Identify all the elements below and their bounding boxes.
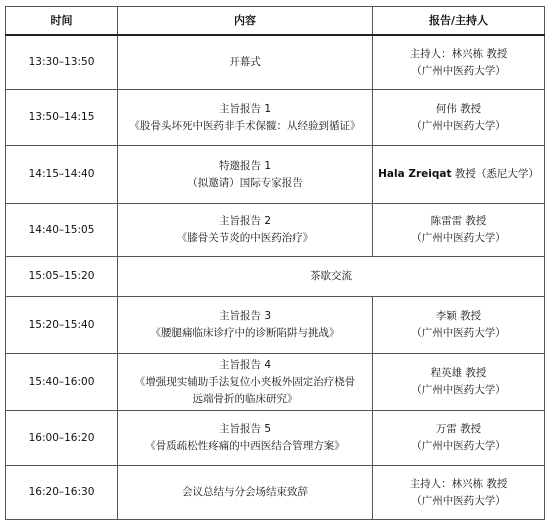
time-cell: 15:20–15:40 xyxy=(6,297,118,354)
content-cell xyxy=(118,204,373,257)
table-row xyxy=(6,90,545,146)
host-affiliation: （广州中医药大学） xyxy=(411,119,506,132)
host-cell xyxy=(373,466,545,520)
session-label: 主旨报告 3 xyxy=(218,310,272,322)
host-name: 李颖 教授 xyxy=(435,310,482,322)
host-affiliation: （广州中医药大学） xyxy=(411,494,506,507)
content-cell xyxy=(118,466,373,520)
content-cell xyxy=(118,90,373,146)
header-content: 内容 xyxy=(118,7,373,36)
host-name: 主持人：林兴栋 教授 xyxy=(409,477,508,490)
time-cell: 14:40–15:05 xyxy=(6,204,118,257)
time-cell: 16:20–16:30 xyxy=(6,466,118,520)
header-time: 时间 xyxy=(6,7,118,36)
table-row xyxy=(6,297,545,354)
host-cell xyxy=(373,146,545,204)
table-row xyxy=(6,257,545,297)
host-affiliation: （广州中医药大学） xyxy=(411,384,506,396)
time-cell: 15:40–16:00 xyxy=(6,354,118,411)
session-title: 《腰腿痛临床诊疗中的诊断陷阱与挑战》 xyxy=(150,327,340,339)
content-cell xyxy=(118,411,373,466)
session-title: 开幕式 xyxy=(229,56,261,68)
host-affiliation: （广州中医药大学） xyxy=(411,64,506,77)
host-cell xyxy=(373,204,545,257)
session-title-cont: 远端骨折的临床研究》 xyxy=(192,392,298,405)
session-title: 《增强现实辅助手法复位小夹板外固定治疗桡骨 xyxy=(134,375,356,388)
host-affiliation: （广州中医药大学） xyxy=(411,327,506,339)
session-label: 主旨报告 5 xyxy=(218,423,272,435)
content-cell xyxy=(118,297,373,354)
time-cell: 14:15–14:40 xyxy=(6,146,118,204)
content-cell xyxy=(118,354,373,411)
session-label: 主旨报告 2 xyxy=(218,215,272,227)
host-name: Hala Zreiqat xyxy=(378,168,452,180)
host-cell xyxy=(373,411,545,466)
time-cell: 16:00–16:20 xyxy=(6,411,118,466)
table-row xyxy=(6,35,545,90)
host-affiliation: 教授（悉尼大学） xyxy=(451,168,539,180)
session-label: 主旨报告 4 xyxy=(218,358,272,371)
session-title: 《股骨头坏死中医药非手术保髋：从经验到循证》 xyxy=(129,119,361,132)
host-cell xyxy=(373,35,545,90)
host-affiliation: （广州中医药大学） xyxy=(411,232,506,244)
content-cell xyxy=(118,35,373,90)
table-row xyxy=(6,466,545,520)
table-row xyxy=(6,411,545,466)
time-cell: 13:50–14:15 xyxy=(6,90,118,146)
time-cell: 13:30–13:50 xyxy=(6,35,118,90)
time-cell: 15:05–15:20 xyxy=(6,257,118,297)
header-host: 报告/主持人 xyxy=(373,7,545,36)
host-name: 陈雷雷 教授 xyxy=(430,215,487,227)
session-label: 特邀报告 1 xyxy=(218,159,272,172)
session-title: 《膝骨关节炎的中医药治疗》 xyxy=(176,232,314,244)
header-row xyxy=(6,7,545,36)
host-cell xyxy=(373,297,545,354)
host-name: 何伟 教授 xyxy=(435,102,482,115)
content-cell xyxy=(118,146,373,204)
schedule-table xyxy=(5,6,545,520)
table-row xyxy=(6,204,545,257)
host-affiliation: （广州中医药大学） xyxy=(411,440,506,452)
break-cell: 茶歇交流 xyxy=(118,257,545,297)
host-name: 程英雄 教授 xyxy=(430,367,487,379)
table-row xyxy=(6,354,545,411)
host-cell xyxy=(373,354,545,411)
host-name: 主持人：林兴栋 教授 xyxy=(409,47,508,60)
session-title: 《骨质疏松性疼痛的中西医结合管理方案》 xyxy=(145,440,345,452)
session-title: 会议总结与分会场结束致辞 xyxy=(182,486,308,498)
host-cell xyxy=(373,90,545,146)
session-label: 主旨报告 1 xyxy=(218,102,272,115)
host-name: 万雷 教授 xyxy=(435,423,482,435)
table-row xyxy=(6,146,545,204)
session-title: （拟邀请）国际专家报告 xyxy=(187,176,303,189)
